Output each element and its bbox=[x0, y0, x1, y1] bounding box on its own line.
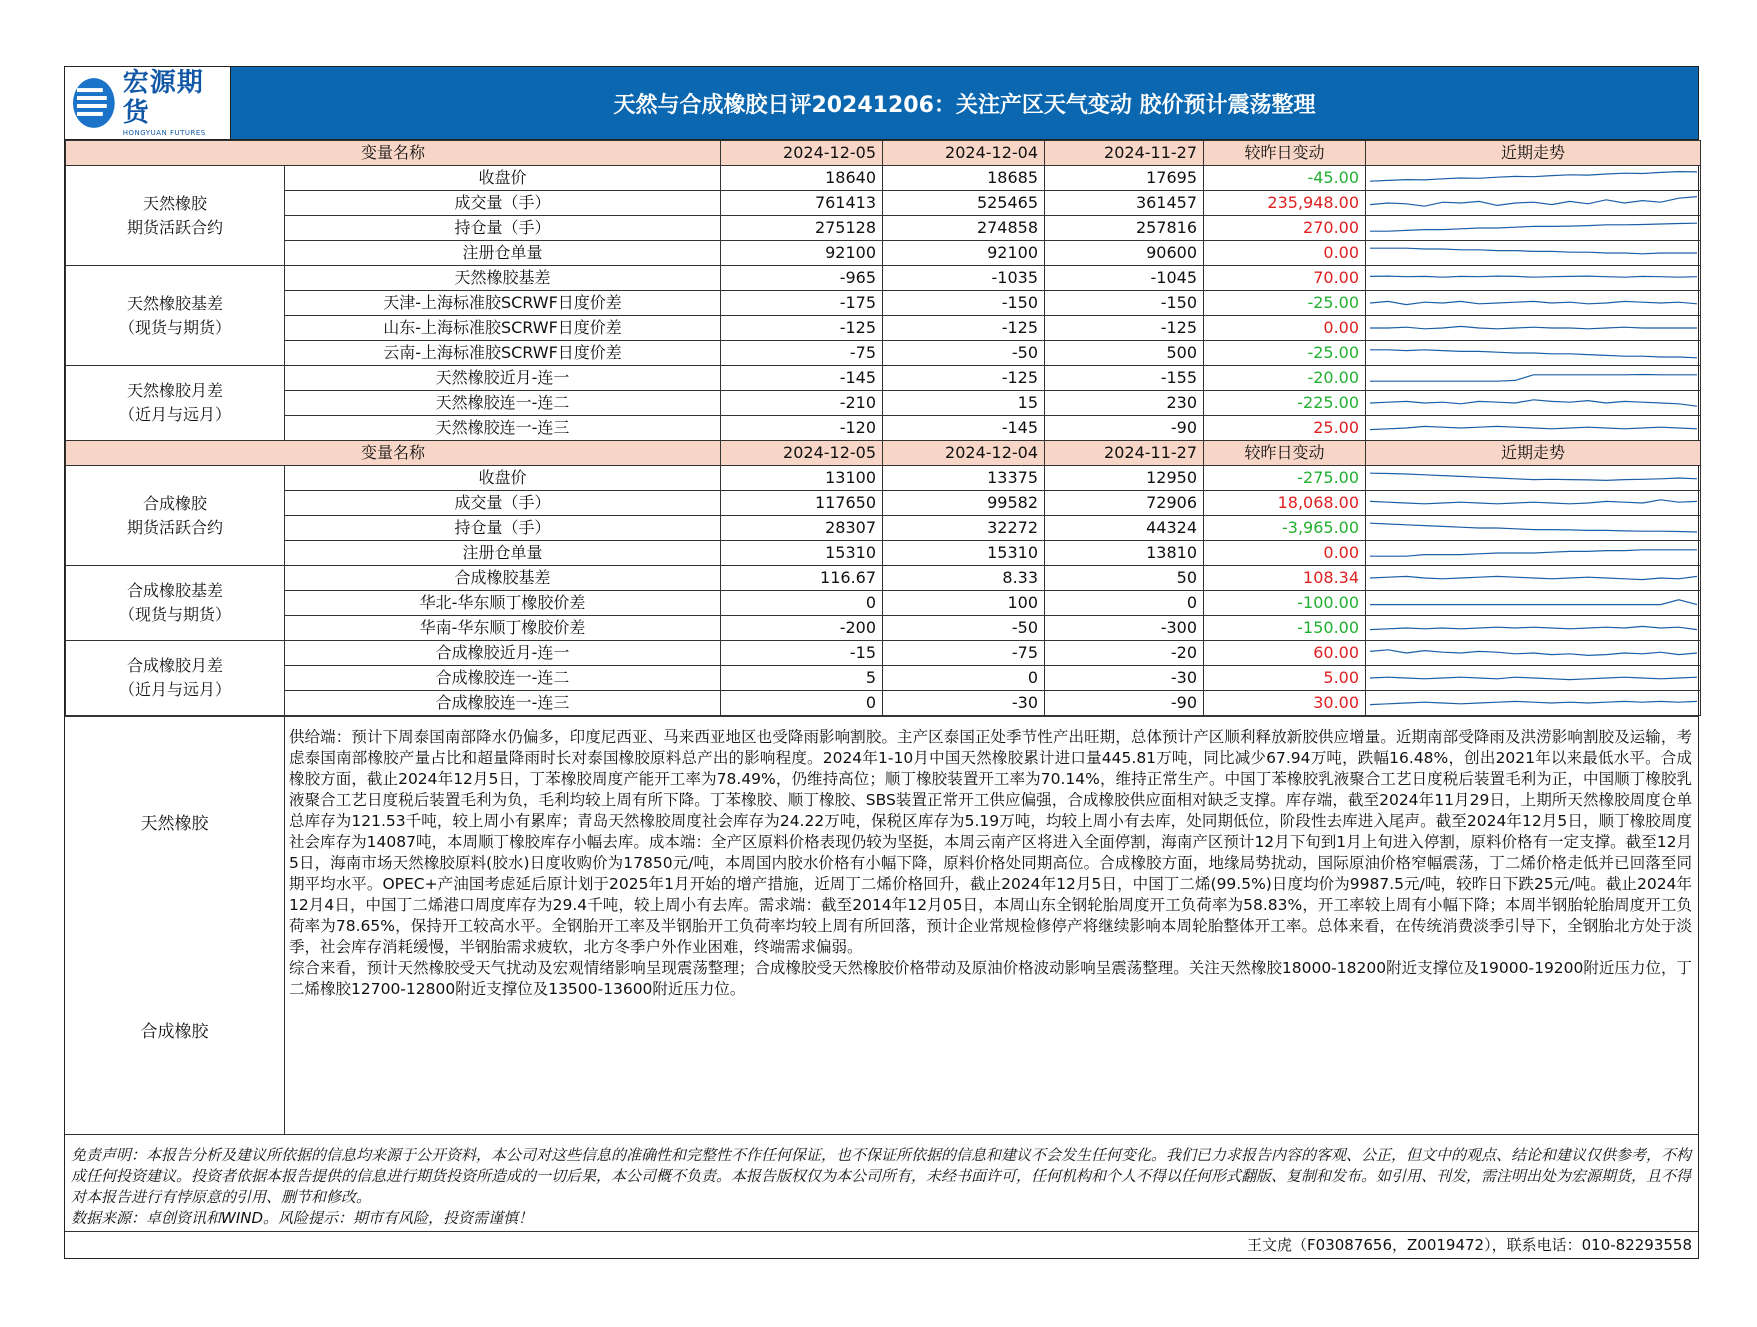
change-cell: -225.00 bbox=[1204, 391, 1366, 416]
value-cell: 230 bbox=[1045, 391, 1204, 416]
column-header-date: 2024-12-05 bbox=[721, 141, 883, 166]
trend-cell bbox=[1366, 416, 1701, 441]
table-row bbox=[66, 216, 1701, 241]
value-cell: 15 bbox=[883, 391, 1045, 416]
table-row bbox=[66, 541, 1701, 566]
value-cell: -125 bbox=[1045, 316, 1204, 341]
value-cell: 90600 bbox=[1045, 241, 1204, 266]
value-cell: -200 bbox=[721, 616, 883, 641]
variable-name: 收盘价 bbox=[285, 166, 721, 191]
section-header-row bbox=[66, 141, 1701, 166]
trend-cell bbox=[1366, 616, 1701, 641]
variable-name: 华北-华东顺丁橡胶价差 bbox=[285, 591, 721, 616]
sparkline-path bbox=[1370, 701, 1697, 704]
value-cell: 257816 bbox=[1045, 216, 1204, 241]
variable-name: 天然橡胶连一-连二 bbox=[285, 391, 721, 416]
value-cell: -30 bbox=[883, 691, 1045, 716]
value-cell: -1035 bbox=[883, 266, 1045, 291]
trend-cell bbox=[1366, 566, 1701, 591]
value-cell: 0 bbox=[721, 591, 883, 616]
table-row bbox=[66, 416, 1701, 441]
trend-cell bbox=[1366, 266, 1701, 291]
value-cell: -15 bbox=[721, 641, 883, 666]
value-cell: 274858 bbox=[883, 216, 1045, 241]
value-cell: 100 bbox=[883, 591, 1045, 616]
variable-name: 注册仓单量 bbox=[285, 541, 721, 566]
value-cell: -175 bbox=[721, 291, 883, 316]
group-label: 天然橡胶基差 （现货与期货） bbox=[66, 266, 285, 366]
company-logo bbox=[65, 67, 231, 139]
change-cell: -20.00 bbox=[1204, 366, 1366, 391]
sparkline-path bbox=[1370, 677, 1697, 679]
logo-english-text: HONGYUAN FUTURES bbox=[122, 129, 206, 137]
variable-name: 持仓量（手） bbox=[285, 516, 721, 541]
sparkline bbox=[1368, 342, 1699, 364]
variable-name: 注册仓单量 bbox=[285, 241, 721, 266]
value-cell: -90 bbox=[1045, 691, 1204, 716]
table-row bbox=[66, 391, 1701, 416]
sparkline bbox=[1368, 367, 1699, 389]
change-cell: 235,948.00 bbox=[1204, 191, 1366, 216]
value-cell: -300 bbox=[1045, 616, 1204, 641]
change-cell: -25.00 bbox=[1204, 291, 1366, 316]
change-cell: -150.00 bbox=[1204, 616, 1366, 641]
table-row bbox=[66, 291, 1701, 316]
report-header bbox=[65, 67, 1698, 140]
variable-name: 云南-上海标准胶SCRWF日度价差 bbox=[285, 341, 721, 366]
trend-cell bbox=[1366, 291, 1701, 316]
sparkline bbox=[1368, 542, 1699, 564]
table-row bbox=[66, 516, 1701, 541]
trend-cell bbox=[1366, 666, 1701, 691]
column-header-date: 2024-11-27 bbox=[1045, 141, 1204, 166]
variable-name: 山东-上海标准胶SCRWF日度价差 bbox=[285, 316, 721, 341]
value-cell: 5 bbox=[721, 666, 883, 691]
sparkline-path bbox=[1370, 197, 1697, 207]
sparkline-path bbox=[1370, 276, 1697, 277]
commentary-label-natural: 天然橡胶 bbox=[140, 813, 209, 834]
change-cell: 5.00 bbox=[1204, 666, 1366, 691]
section-header-row bbox=[66, 441, 1701, 466]
change-cell: 108.34 bbox=[1204, 566, 1366, 591]
sparkline-path bbox=[1370, 326, 1697, 328]
sparkline bbox=[1368, 492, 1699, 514]
table-row bbox=[66, 691, 1701, 716]
table-row bbox=[66, 566, 1701, 591]
value-cell: 117650 bbox=[721, 491, 883, 516]
sparkline bbox=[1368, 392, 1699, 414]
value-cell: 0 bbox=[883, 666, 1045, 691]
value-cell: -150 bbox=[883, 291, 1045, 316]
value-cell: 275128 bbox=[721, 216, 883, 241]
trend-cell bbox=[1366, 366, 1701, 391]
table-row bbox=[66, 666, 1701, 691]
commentary-label-synthetic: 合成橡胶 bbox=[140, 1022, 209, 1043]
value-cell: -90 bbox=[1045, 416, 1204, 441]
trend-cell bbox=[1366, 591, 1701, 616]
value-cell: 72906 bbox=[1045, 491, 1204, 516]
value-cell: 116.67 bbox=[721, 566, 883, 591]
table-row bbox=[66, 616, 1701, 641]
trend-cell bbox=[1366, 491, 1701, 516]
value-cell: 12950 bbox=[1045, 466, 1204, 491]
trend-cell bbox=[1366, 216, 1701, 241]
value-cell: 361457 bbox=[1045, 191, 1204, 216]
sparkline-path bbox=[1370, 426, 1697, 429]
value-cell: 99582 bbox=[883, 491, 1045, 516]
sparkline bbox=[1368, 617, 1699, 639]
table-row bbox=[66, 191, 1701, 216]
commentary-section bbox=[65, 716, 1698, 1134]
sparkline-path bbox=[1370, 172, 1697, 182]
variable-name: 华南-华东顺丁橡胶价差 bbox=[285, 616, 721, 641]
trend-cell bbox=[1366, 166, 1701, 191]
trend-cell bbox=[1366, 466, 1701, 491]
value-cell: 13375 bbox=[883, 466, 1045, 491]
trend-cell bbox=[1366, 191, 1701, 216]
column-header-name: 变量名称 bbox=[66, 141, 721, 166]
sparkline-path bbox=[1370, 473, 1697, 480]
table-row bbox=[66, 341, 1701, 366]
change-cell: 270.00 bbox=[1204, 216, 1366, 241]
group-label: 天然橡胶月差 （近月与远月） bbox=[66, 366, 285, 441]
sparkline bbox=[1368, 417, 1699, 439]
data-table bbox=[65, 140, 1701, 716]
sparkline bbox=[1368, 317, 1699, 339]
sparkline bbox=[1368, 192, 1699, 214]
value-cell: -125 bbox=[721, 316, 883, 341]
trend-cell bbox=[1366, 541, 1701, 566]
sparkline bbox=[1368, 567, 1699, 589]
value-cell: -20 bbox=[1045, 641, 1204, 666]
sparkline-path bbox=[1370, 350, 1697, 358]
table-row bbox=[66, 491, 1701, 516]
value-cell: 15310 bbox=[883, 541, 1045, 566]
group-label: 合成橡胶基差 （现货与期货） bbox=[66, 566, 285, 641]
value-cell: -965 bbox=[721, 266, 883, 291]
change-cell: -100.00 bbox=[1204, 591, 1366, 616]
sparkline-path bbox=[1370, 626, 1697, 629]
sparkline-path bbox=[1370, 600, 1697, 605]
column-header-date: 2024-12-05 bbox=[721, 441, 883, 466]
logo-mark-icon bbox=[71, 76, 117, 130]
value-cell: 15310 bbox=[721, 541, 883, 566]
column-header-name: 变量名称 bbox=[66, 441, 721, 466]
trend-cell bbox=[1366, 241, 1701, 266]
change-cell: -275.00 bbox=[1204, 466, 1366, 491]
variable-name: 合成橡胶连一-连三 bbox=[285, 691, 721, 716]
value-cell: -125 bbox=[883, 316, 1045, 341]
sparkline-path bbox=[1370, 523, 1697, 532]
sparkline bbox=[1368, 467, 1699, 489]
trend-cell bbox=[1366, 641, 1701, 666]
change-cell: -45.00 bbox=[1204, 166, 1366, 191]
sparkline-path bbox=[1370, 576, 1697, 579]
value-cell: -50 bbox=[883, 341, 1045, 366]
value-cell: 13100 bbox=[721, 466, 883, 491]
trend-cell bbox=[1366, 691, 1701, 716]
value-cell: -155 bbox=[1045, 366, 1204, 391]
variable-name: 天然橡胶基差 bbox=[285, 266, 721, 291]
analyst-footer: 王文虎（F03087656，Z0019472），联系电话：010-82293558 bbox=[65, 1231, 1698, 1258]
value-cell: 8.33 bbox=[883, 566, 1045, 591]
value-cell: -75 bbox=[883, 641, 1045, 666]
change-cell: -25.00 bbox=[1204, 341, 1366, 366]
table-row bbox=[66, 266, 1701, 291]
table-row bbox=[66, 466, 1701, 491]
variable-name: 合成橡胶近月-连一 bbox=[285, 641, 721, 666]
change-cell: 30.00 bbox=[1204, 691, 1366, 716]
value-cell: 18640 bbox=[721, 166, 883, 191]
column-header-change: 较昨日变动 bbox=[1204, 441, 1366, 466]
value-cell: 92100 bbox=[883, 241, 1045, 266]
sparkline-path bbox=[1370, 375, 1697, 382]
column-header-trend: 近期走势 bbox=[1366, 141, 1701, 166]
table-row bbox=[66, 241, 1701, 266]
variable-name: 天然橡胶近月-连一 bbox=[285, 366, 721, 391]
value-cell: -1045 bbox=[1045, 266, 1204, 291]
sparkline-path bbox=[1370, 301, 1697, 304]
value-cell: 44324 bbox=[1045, 516, 1204, 541]
change-cell: 0.00 bbox=[1204, 241, 1366, 266]
sparkline bbox=[1368, 667, 1699, 689]
column-header-trend: 近期走势 bbox=[1366, 441, 1701, 466]
variable-name: 持仓量（手） bbox=[285, 216, 721, 241]
value-cell: 18685 bbox=[883, 166, 1045, 191]
table-row bbox=[66, 591, 1701, 616]
column-header-date: 2024-11-27 bbox=[1045, 441, 1204, 466]
trend-cell bbox=[1366, 316, 1701, 341]
group-label: 合成橡胶月差 （近月与远月） bbox=[66, 641, 285, 716]
value-cell: -75 bbox=[721, 341, 883, 366]
table-row bbox=[66, 641, 1701, 666]
table-row bbox=[66, 316, 1701, 341]
sparkline bbox=[1368, 517, 1699, 539]
value-cell: -30 bbox=[1045, 666, 1204, 691]
change-cell: 25.00 bbox=[1204, 416, 1366, 441]
value-cell: -50 bbox=[883, 616, 1045, 641]
sparkline-path bbox=[1370, 500, 1697, 504]
column-header-date: 2024-12-04 bbox=[883, 441, 1045, 466]
sparkline bbox=[1368, 217, 1699, 239]
value-cell: 50 bbox=[1045, 566, 1204, 591]
sparkline-path bbox=[1370, 248, 1697, 254]
change-cell: 18,068.00 bbox=[1204, 491, 1366, 516]
sparkline bbox=[1368, 242, 1699, 264]
variable-name: 合成橡胶连一-连二 bbox=[285, 666, 721, 691]
change-cell: 70.00 bbox=[1204, 266, 1366, 291]
value-cell: 0 bbox=[721, 691, 883, 716]
report-title: 天然与合成橡胶日评20241206：关注产区天气变动 胶价预计震荡整理 bbox=[613, 92, 1316, 118]
variable-name: 天然橡胶连一-连三 bbox=[285, 416, 721, 441]
value-cell: 0 bbox=[1045, 591, 1204, 616]
column-header-date: 2024-12-04 bbox=[883, 141, 1045, 166]
value-cell: -210 bbox=[721, 391, 883, 416]
variable-name: 成交量（手） bbox=[285, 191, 721, 216]
sparkline bbox=[1368, 292, 1699, 314]
table-row bbox=[66, 166, 1701, 191]
column-header-change: 较昨日变动 bbox=[1204, 141, 1366, 166]
disclaimer: 免责声明：本报告分析及建议所依据的信息均来源于公开资料，本公司对这些信息的准确性和完整性不作任何保证，也不保证所依据的信息和建议不会发生任何变化。我们已力求报告内容的客观、公正，但文中的观点、结论和建议仅供参考，不构成任何投资建议。投资者依据本报告提供的信息进行期货投资所造成的一切后果，本公司概不负责。本报告版权仅为本公司所有，未经书面许可，任何机构和个人不得以任何形式翻版、复制和发布。如引用、刊发，需注明出处为宏源期货，且不得对本报告进行有悖原意的引用、删节和修改。 数据来源：卓创资讯和WIND。风险提示：期市有风险，投资需谨慎！ bbox=[65, 1134, 1698, 1231]
variable-name: 合成橡胶基差 bbox=[285, 566, 721, 591]
logo-chinese-text: 宏源期货 bbox=[122, 68, 204, 128]
value-cell: 92100 bbox=[721, 241, 883, 266]
value-cell: 32272 bbox=[883, 516, 1045, 541]
variable-name: 成交量（手） bbox=[285, 491, 721, 516]
sparkline bbox=[1368, 642, 1699, 664]
change-cell: 0.00 bbox=[1204, 316, 1366, 341]
change-cell: 0.00 bbox=[1204, 541, 1366, 566]
value-cell: -125 bbox=[883, 366, 1045, 391]
trend-cell bbox=[1366, 391, 1701, 416]
trend-cell bbox=[1366, 341, 1701, 366]
table-row bbox=[66, 366, 1701, 391]
sparkline bbox=[1368, 167, 1699, 189]
sparkline-path bbox=[1370, 223, 1697, 231]
value-cell: 13810 bbox=[1045, 541, 1204, 566]
commentary-text: 供给端：预计下周泰国南部降水仍偏多，印度尼西亚、马来西亚地区也受降雨影响割胶。主产区泰国正处季节性产出旺期，总体预计产区顺利释放新胶供应增量。近期南部受降雨及洪涝影响割胶及运输，考虑泰国南部橡胶产量占比和超量降雨时长对泰国橡胶原料总产出的影响程度。2024年1-10月中国天然橡胶累计进口量445.81万吨，同比减少67.94万吨，跌幅16.48%，创出2021年以来最低水平。合成橡胶方面，截止2024年12月5日，丁苯橡胶周度产能开工率为78.49%，仍维持高位；顺丁橡胶装置开工率为70.14%，维持正常生产。中国丁苯橡胶乳液聚合工艺日度税后装置毛利为正，中国顺丁橡胶乳液聚合工艺日度税后装置毛利为负，毛利均较上周有所下降。丁苯橡胶、顺丁橡胶、SBS装置正常开工供应偏强，合成橡胶供应面相对缺乏支撑。库存端，截至2024年11月29日，上期所天然橡胶周度仓单总库存为121.53千吨，较上周小有累库；青岛天然橡胶周度社会库存为24.22万吨，保税区库存为5.19万吨，均较上周小有去库，处同期低位，阶段性去库进入尾声。截至2024年12月5日，顺丁橡胶周度社会库存为14087吨，本周顺丁橡胶库存小幅去库。成本端：全产区原料价格表现仍较为坚挺，本周云南产区将进入全面停割，海南产区预计12月下旬到1月上旬进入停割，原料价格有一定支撑。截至12月5日，海南市场天然橡胶原料(胶水)日度收购价为17850元/吨，本周国内胶水价格有小幅下降，原料价格处同期高位。合成橡胶方面，地缘局势扰动，国际原油价格窄幅震荡，丁二烯价格走低并已回落至同期平均水平。OPEC+产油国考虑延后原计划于2025年1月开始的增产措施，近周丁二烯价格回升，截止2024年12月5日，中国丁二烯(99.5%)日度均价为9987.5元/吨，较昨日下跌25元/吨。截止2024年12月4日，中国丁二烯港口周度库存为29.4千吨，较上周小有去库。需求端：截至2014年12月05日，本周山东全钢轮胎周度开工负荷率为58.83%，开工率较上周有小幅下降；本周半钢胎轮胎周度开工负荷率为78.65%，保持开工较高水平。全钢胎开工率及半钢胎开工负荷率均较上周有所回落，预计企业常规检修停产将继续影响本周轮胎整体开工率。总体来看，在传统消费淡季引导下，全钢胎北方处于淡季，社会库存消耗缓慢，半钢胎需求疲软，北方冬季户外作业困难，终端需求偏弱。 综合来看，预计天然橡胶受天气扰动及宏观情绪影响呈现震荡整理；合成橡胶受天然橡胶价格带动及原油价格波动影响呈震荡整理。关注天然橡胶18000-18200附近支撑位及19000-19200附近压力位，丁二烯橡胶12700-12800附近支撑位及13500-13600附近压力位。 bbox=[289, 728, 1692, 998]
sparkline bbox=[1368, 592, 1699, 614]
value-cell: -120 bbox=[721, 416, 883, 441]
value-cell: 28307 bbox=[721, 516, 883, 541]
value-cell: 761413 bbox=[721, 191, 883, 216]
change-cell: -3,965.00 bbox=[1204, 516, 1366, 541]
sparkline bbox=[1368, 692, 1699, 714]
change-cell: 60.00 bbox=[1204, 641, 1366, 666]
group-label: 天然橡胶 期货活跃合约 bbox=[66, 166, 285, 266]
report-sheet bbox=[64, 66, 1699, 1259]
sparkline bbox=[1368, 267, 1699, 289]
value-cell: -150 bbox=[1045, 291, 1204, 316]
value-cell: -145 bbox=[721, 366, 883, 391]
variable-name: 天津-上海标准胶SCRWF日度价差 bbox=[285, 291, 721, 316]
sparkline-path bbox=[1370, 550, 1697, 556]
sparkline-path bbox=[1370, 650, 1697, 656]
value-cell: 500 bbox=[1045, 341, 1204, 366]
value-cell: 17695 bbox=[1045, 166, 1204, 191]
variable-name: 收盘价 bbox=[285, 466, 721, 491]
trend-cell bbox=[1366, 516, 1701, 541]
sparkline-path bbox=[1370, 400, 1697, 406]
group-label: 合成橡胶 期货活跃合约 bbox=[66, 466, 285, 566]
value-cell: -145 bbox=[883, 416, 1045, 441]
value-cell: 525465 bbox=[883, 191, 1045, 216]
